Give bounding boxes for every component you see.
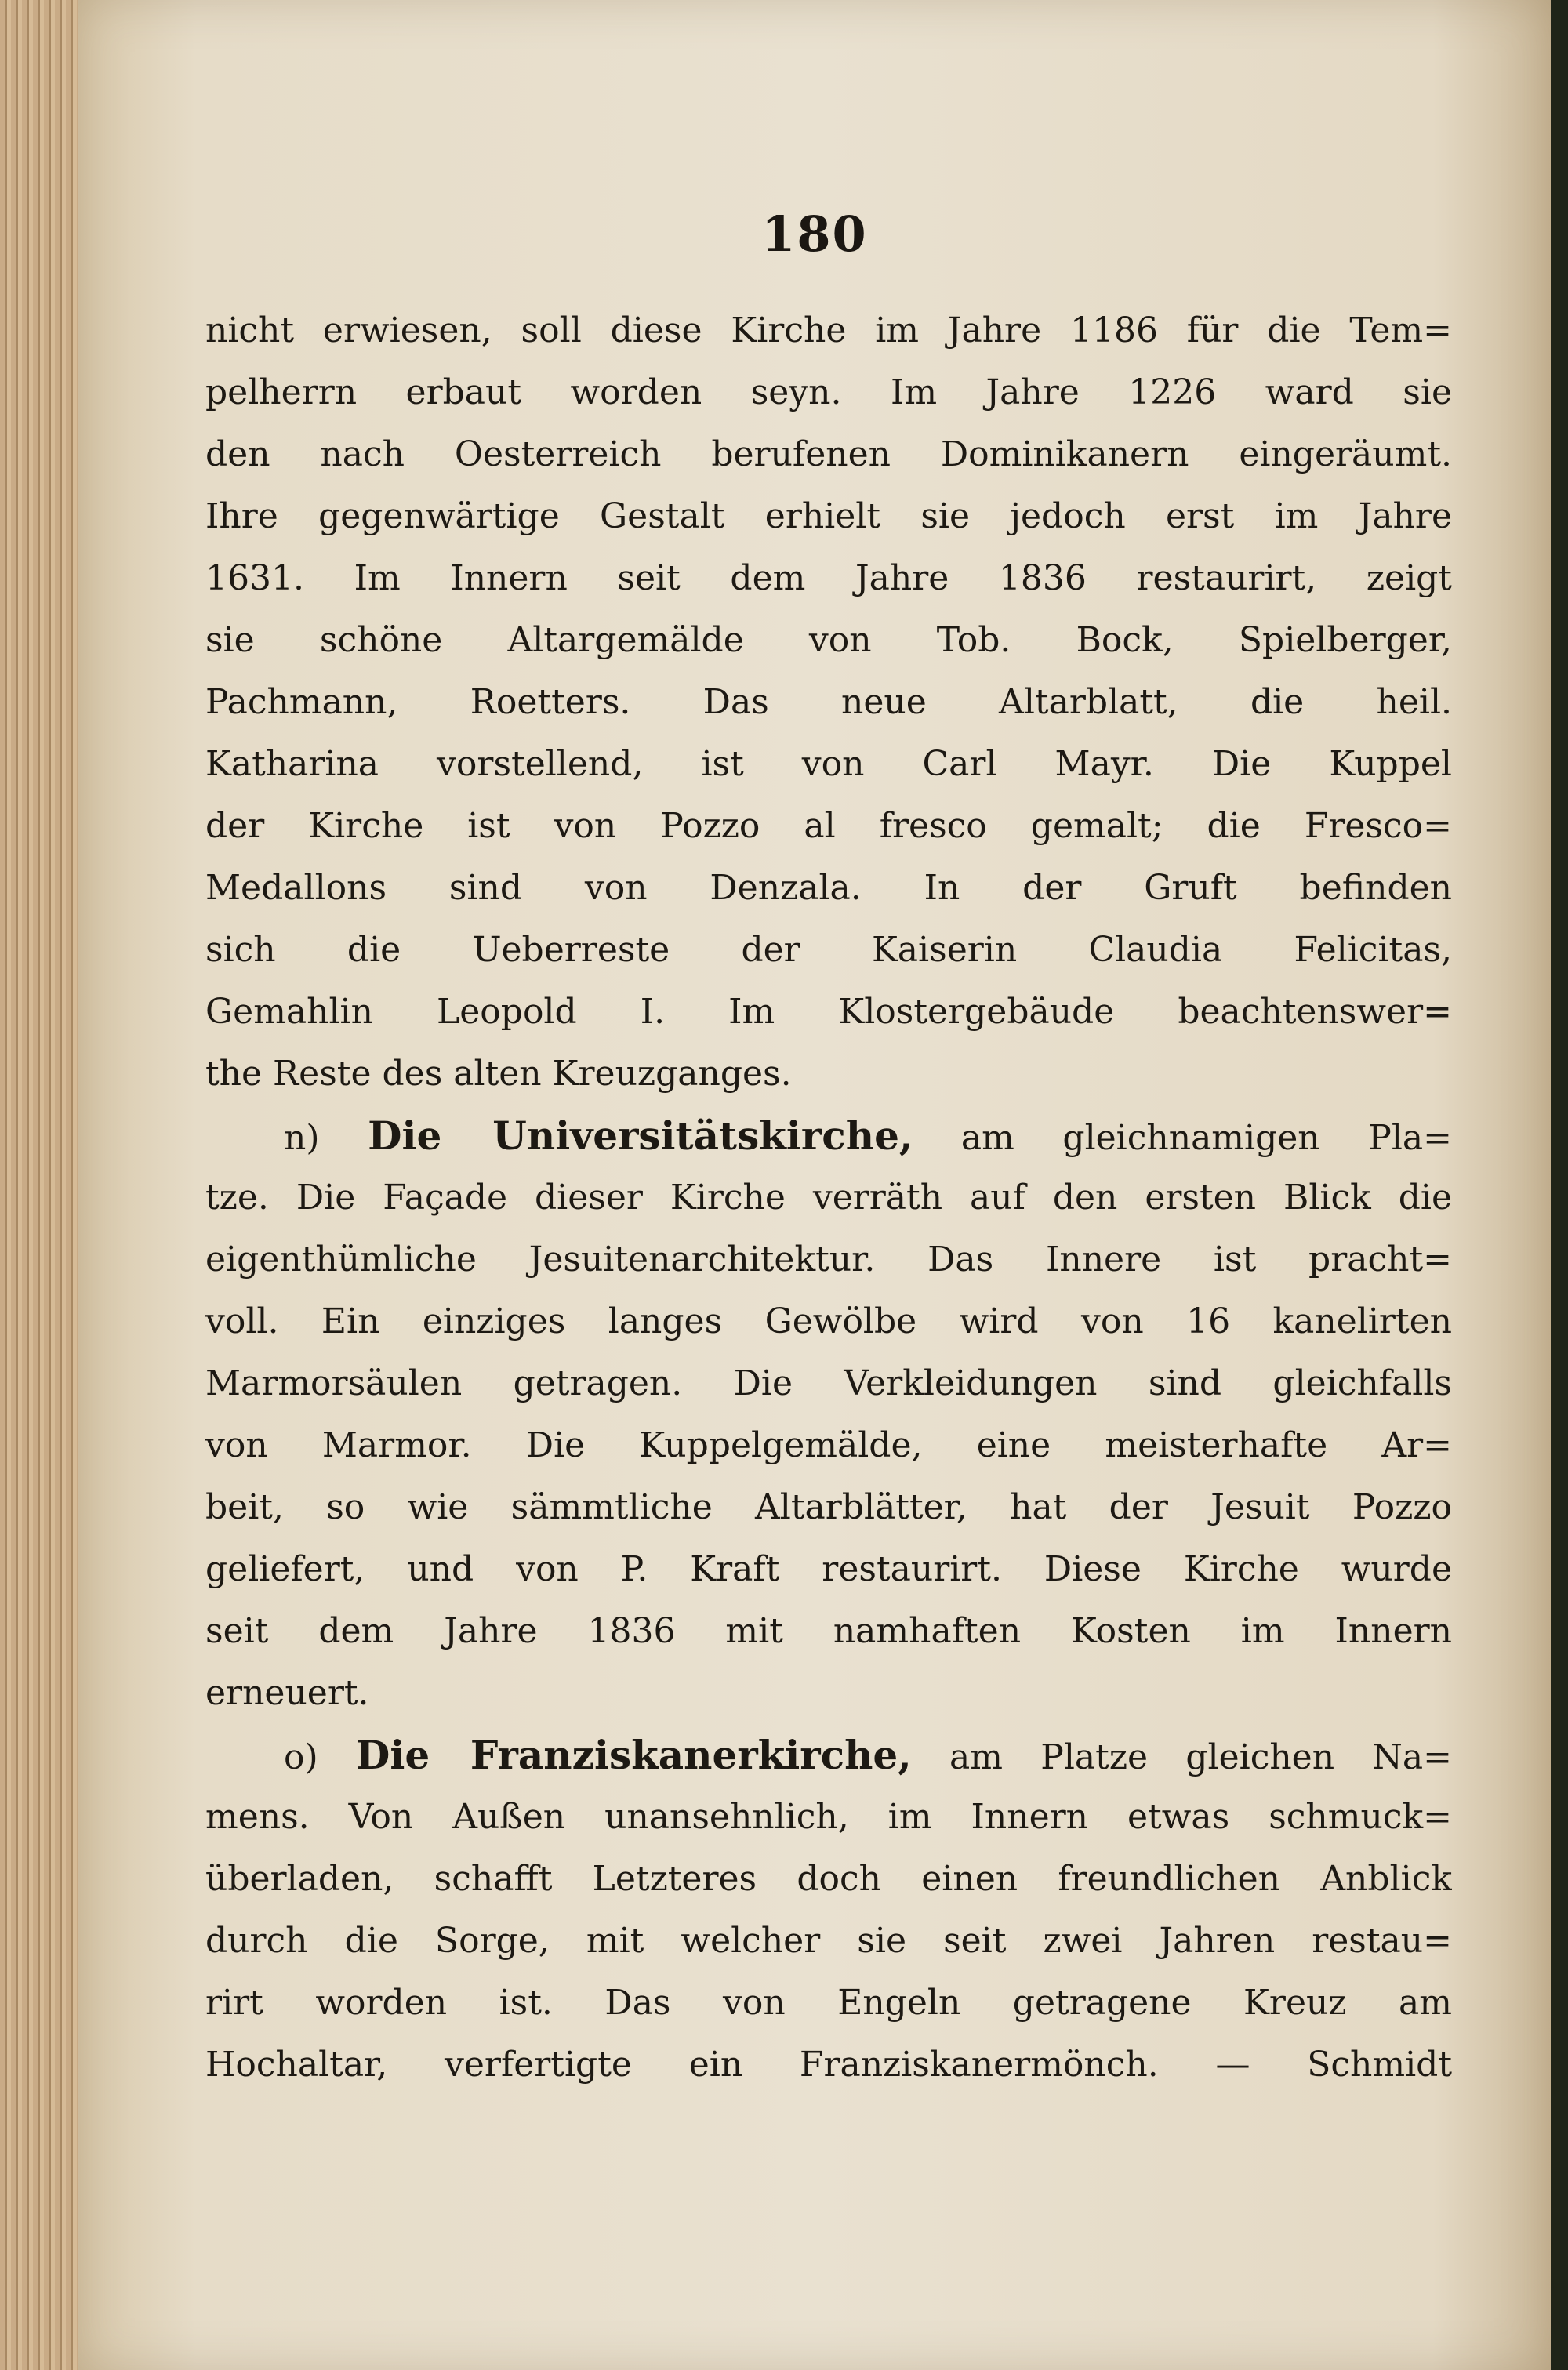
text-line: nicht erwiesen, soll diese Kirche im Jahre 1186 für die Tem= <box>205 310 1452 350</box>
section-first-text: am Platze gleichen Na= <box>949 1737 1452 1777</box>
text-line: the Reste des alten Kreuzganges. <box>205 1054 792 1094</box>
section-heading: Die Universitätskirche, <box>368 1112 913 1159</box>
text-line: geliefert, und von P. Kraft restaurirt. Diese Kirche wurde <box>205 1549 1452 1589</box>
text-line: voll. Ein einziges langes Gewölbe wird von 16 kanelirten <box>205 1301 1452 1341</box>
text-line: überladen, schafft Letzteres doch einen freundlichen Anblick <box>205 1859 1452 1899</box>
text-line: eigenthümliche Jesuitenarchitektur. Das Innere ist pracht= <box>205 1239 1452 1279</box>
text-line: Gemahlin Leopold I. Im Klostergebäude beachtenswer= <box>205 992 1452 1032</box>
body-text <box>205 299 1452 2096</box>
text-line: tze. Die Façade dieser Kirche verräth auf den ersten Blick die <box>205 1178 1452 1218</box>
section-heading: Die Franziskanerkirche, <box>355 1732 912 1778</box>
text-line: beit, so wie sämmtliche Altarblätter, hat der Jesuit Pozzo <box>205 1487 1452 1527</box>
text-line: sich die Ueberreste der Kaiserin Claudia Felicitas, <box>205 930 1452 970</box>
text-line: 1631. Im Innern seit dem Jahre 1836 restaurirt, zeigt <box>205 558 1452 598</box>
text-line: Pachmann, Roetters. Das neue Altarblatt, die heil. <box>205 682 1452 722</box>
text-line: Marmorsäulen getragen. Die Verkleidungen sind gleichfalls <box>205 1363 1452 1403</box>
section-marker: n) <box>284 1118 320 1158</box>
text-line: den nach Oesterreich berufenen Dominikanern eingeräumt. <box>205 434 1452 474</box>
text-line: mens. Von Außen unansehnlich, im Innern etwas schmuck= <box>205 1797 1452 1837</box>
text-line: erneuert. <box>205 1673 369 1713</box>
section-n-first-line <box>205 1105 1452 1167</box>
section-o-first-line <box>205 1724 1452 1786</box>
text-line: Hochaltar, verfertigte ein Franziskanermönch. — Schmidt <box>205 2045 1452 2085</box>
text-line: sie schöne Altargemälde von Tob. Bock, Spielberger, <box>205 620 1452 660</box>
text-line: Katharina vorstellend, ist von Carl Mayr. Die Kuppel <box>205 744 1452 784</box>
section-first-text: am gleichnamigen Pla= <box>960 1118 1452 1158</box>
text-line: rirt worden ist. Das von Engeln getragene Kreuz am <box>205 1983 1452 2023</box>
text-line: durch die Sorge, mit welcher sie seit zwei Jahren restau= <box>205 1921 1452 1961</box>
text-line: von Marmor. Die Kuppelgemälde, eine meisterhafte Ar= <box>205 1425 1452 1465</box>
text-line: der Kirche ist von Pozzo al fresco gemalt; die Fresco= <box>205 806 1452 846</box>
text-line: pelherrn erbaut worden seyn. Im Jahre 1226 ward sie <box>205 372 1452 412</box>
page-number: 180 <box>761 205 868 263</box>
text-line: Medallons sind von Denzala. In der Gruft befinden <box>205 868 1452 908</box>
section-marker: o) <box>284 1737 318 1777</box>
text-line: seit dem Jahre 1836 mit namhaften Kosten im Innern <box>205 1611 1452 1651</box>
binding-edge <box>1551 0 1568 2370</box>
text-line: Ihre gegenwärtige Gestalt erhielt sie jedoch erst im Jahre <box>205 496 1452 536</box>
